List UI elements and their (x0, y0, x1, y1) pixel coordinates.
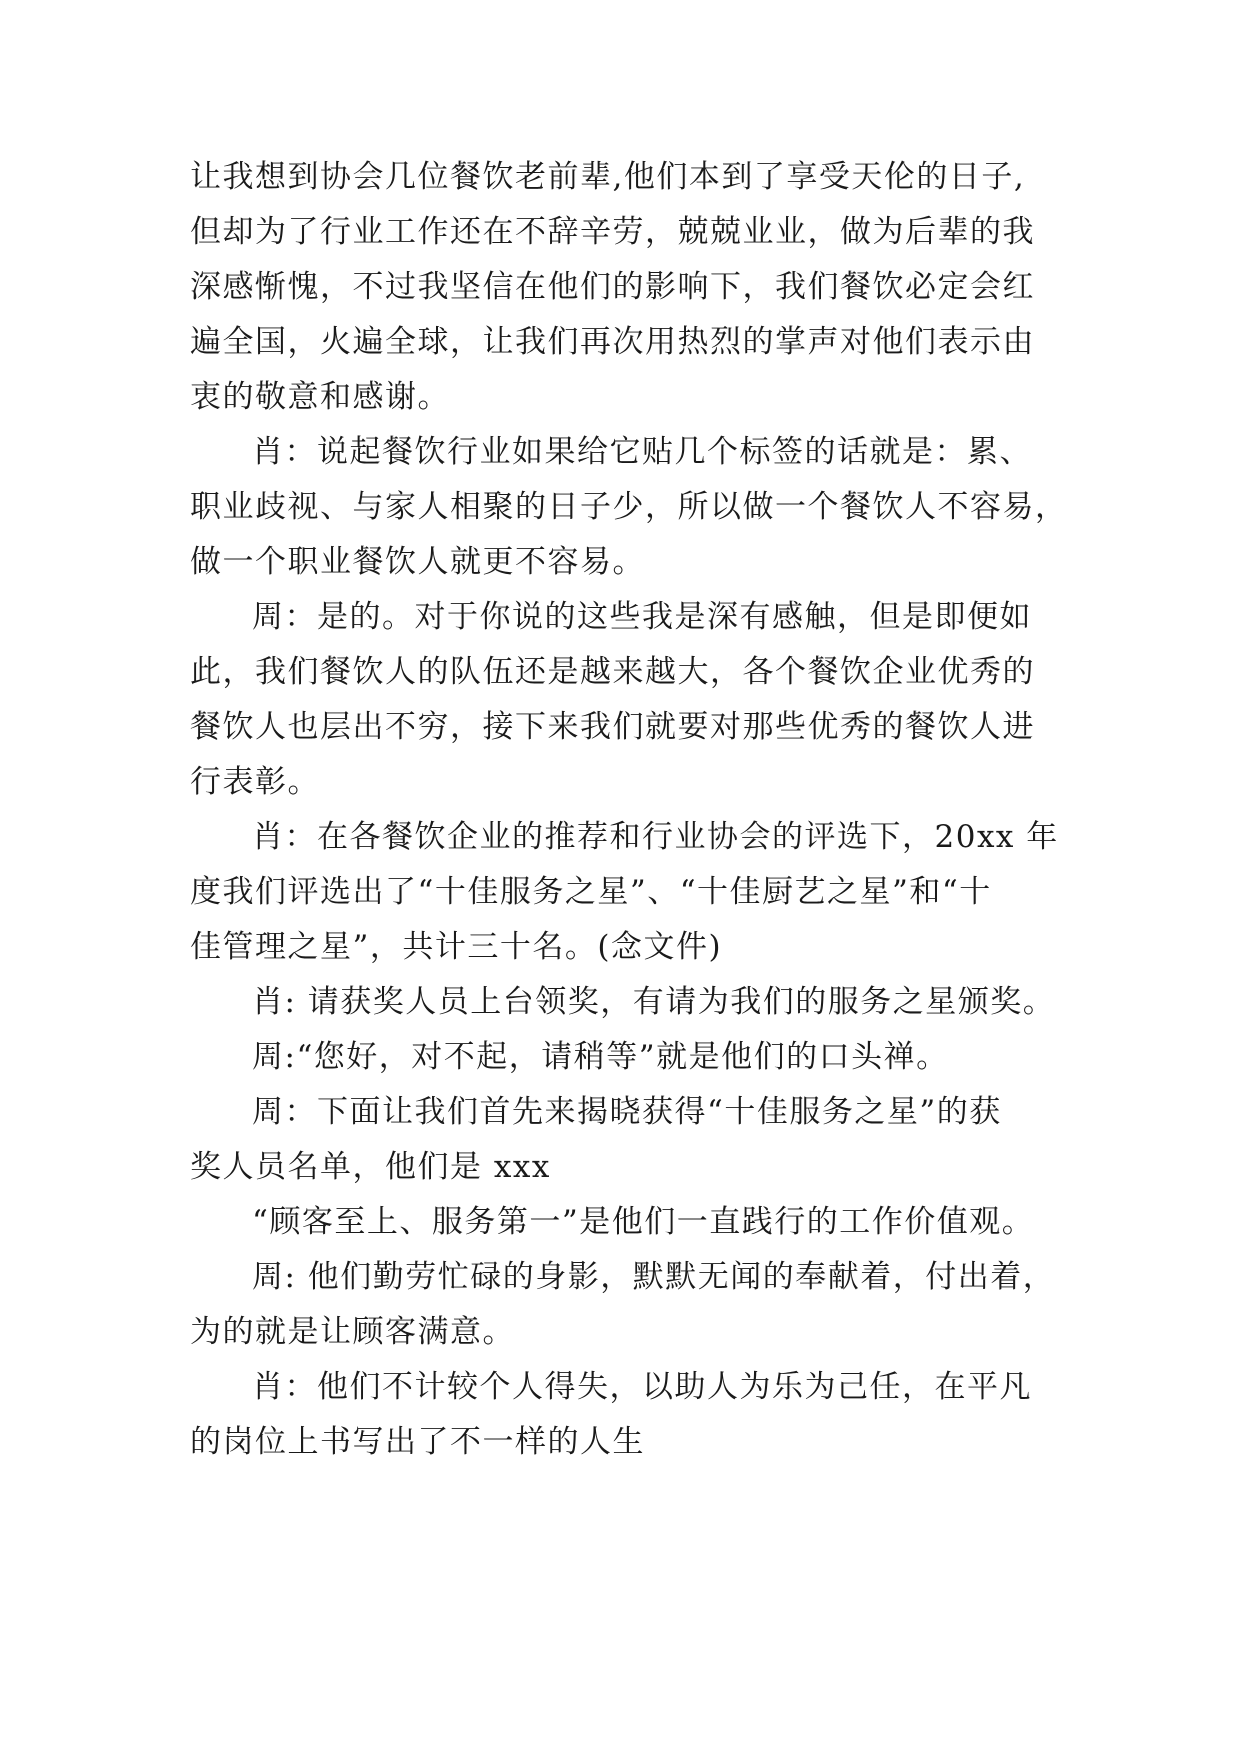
text-line: 佳管理之星”，共计三十名。(念文件) (190, 929, 723, 965)
dialogue-line: 肖：他们不计较个人得失，以助人为乐为己任，在平凡 (252, 1369, 1032, 1405)
text-line: 职业歧视、与家人相聚的日子少，所以做一个餐饮人不容易， (190, 489, 1068, 525)
text-line: 让我想到协会几位餐饮老前辈,他们本到了享受天伦的日子, (190, 159, 1026, 195)
dialogue-line: 周：是的。对于你说的这些我是深有感触，但是即便如 (252, 599, 1032, 635)
text-line: 衷的敬意和感谢。 (190, 379, 450, 415)
text-line: 做一个职业餐饮人就更不容易。 (190, 544, 645, 580)
dialogue-line: “顾客至上、服务第一”是他们一直践行的工作价值观。 (252, 1204, 1035, 1240)
text-line: 但却为了行业工作还在不辞辛劳，兢兢业业，做为后辈的我 (190, 214, 1035, 250)
text-line: 度我们评选出了“十佳服务之星”、“十佳厨艺之星”和“十 (190, 874, 992, 910)
text-line: 遍全国，火遍全球，让我们再次用热烈的掌声对他们表示由 (190, 324, 1035, 360)
text-line: 奖人员名单，他们是 xxx (190, 1149, 551, 1185)
dialogue-line: 肖: 请获奖人员上台领奖，有请为我们的服务之星颁奖。 (252, 984, 1056, 1020)
text-line: 为的就是让顾客满意。 (190, 1314, 515, 1350)
dialogue-line: 肖：说起餐饮行业如果给它贴几个标签的话就是：累、 (252, 434, 1032, 470)
text-line: 深感惭愧，不过我坚信在他们的影响下，我们餐饮必定会红 (190, 269, 1035, 305)
text-line: 此，我们餐饮人的队伍还是越来越大，各个餐饮企业优秀的 (190, 654, 1035, 690)
text-line: 餐饮人也层出不穷，接下来我们就要对那些优秀的餐饮人进 (190, 709, 1035, 745)
dialogue-line: 周:“您好，对不起，请稍等”就是他们的口头禅。 (252, 1039, 949, 1075)
dialogue-line: 周：下面让我们首先来揭晓获得“十佳服务之星”的获 (252, 1094, 1002, 1130)
text-line: 行表彰。 (190, 764, 320, 800)
text-line: 的岗位上书写出了不一样的人生 (190, 1424, 645, 1460)
dialogue-line: 周: 他们勤劳忙碌的身影，默默无闻的奉献着，付出着， (252, 1259, 1056, 1295)
dialogue-line: 肖：在各餐饮企业的推荐和行业协会的评选下，20xx 年 (252, 819, 1059, 855)
